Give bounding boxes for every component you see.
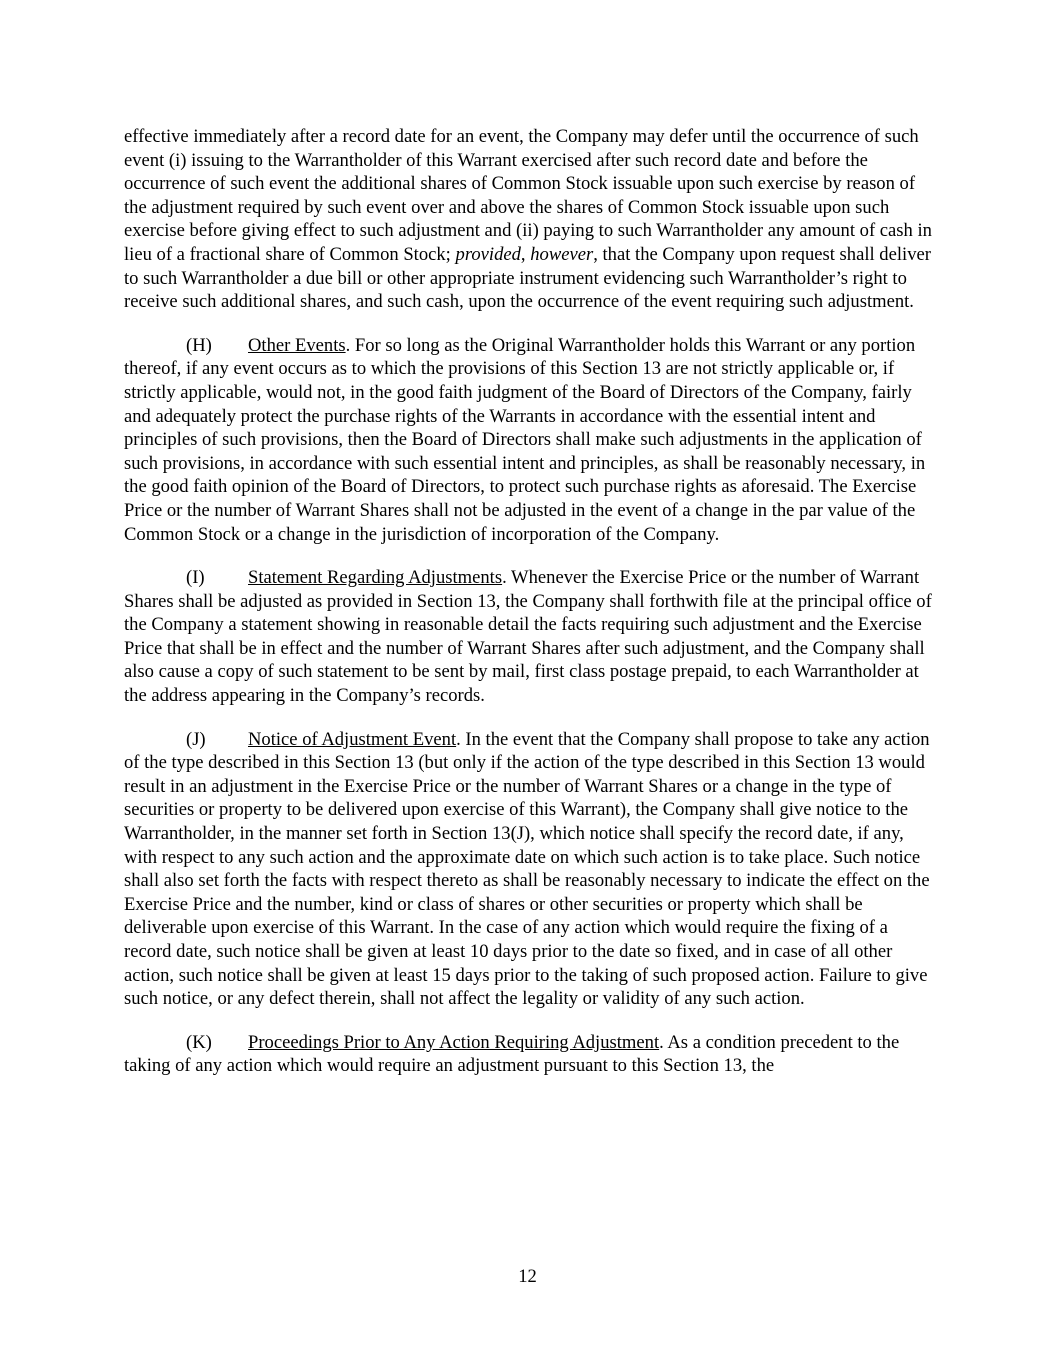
paragraph-i-marker: (I) <box>186 567 205 589</box>
paragraph-k-heading: Proceedings Prior to Any Action Requiring Adjustment <box>248 1031 660 1053</box>
page-number: 12 <box>518 1266 537 1287</box>
paragraph-h <box>124 334 934 546</box>
paragraph-h-heading: Other Events <box>248 334 346 356</box>
paragraph-i <box>124 566 934 708</box>
paragraph-h-marker: (H) <box>186 334 212 356</box>
paragraph-continued-text-after: , that the Company upon request shall deliver to such Warrantholder a due bill or other appropriate instrument evidencing such Warrantholder’s right to receive such additional shares, and such cash, upon the occurrence of the event requiring such adjustment. <box>124 243 931 313</box>
paragraph-j-text: . In the event that the Company shall propose to take any action of the type described in this Section 13 (but only if the action of the type described in this Section 13 would result in an adjustment in the Exercise Price or the number of Warrant Shares or a change in the type of securities or property to be delivered upon exercise of this Warrant), the Company shall give notice to the Warrantholder, in the manner set forth in Section 13(J), which notice shall specify the record date, if any, with respect to any such action and the approximate date on which such action is to take place. Such notice shall also set forth the facts with respect thereto as shall be reasonably necessary to indicate the effect on the Exercise Price and the number, kind or class of shares or other securities or property which shall be deliverable upon exercise of this Warrant. In the case of any action which would require the fixing of a record date, such notice shall be given at least 10 days prior to the date so fixed, and in case of all other action, such notice shall be given at least 15 days prior to the taking of such proposed action. Failure to give such notice, or any defect therein, shall not affect the legality or validity of any such action. <box>124 728 930 1010</box>
comma-separator: , <box>520 243 531 265</box>
italic-provided: provided <box>455 243 521 265</box>
paragraph-k <box>124 1031 934 1078</box>
paragraph-continued <box>124 125 934 314</box>
paragraph-k-text: . As a condition precedent to the taking of any action which would require an adjustment pursuant to this Section 13, the <box>124 1031 900 1077</box>
paragraph-j-heading: Notice of Adjustment Event <box>248 728 457 750</box>
paragraph-i-heading: Statement Regarding Adjustments <box>248 567 503 589</box>
paragraph-k-marker: (K) <box>186 1031 212 1053</box>
paragraph-j <box>124 728 934 1011</box>
paragraph-i-text: . Whenever the Exercise Price or the number of Warrant Shares shall be adjusted as provided in Section 13, the Company shall forthwith file at the principal office of the Company a statement showing in reasonable detail the facts requiring such adjustment and the Exercise Price that shall be in effect and the number of Warrant Shares after such adjustment, and the Company shall also cause a copy of such statement to be sent by mail, first class postage prepaid, to each Warrantholder at the address appearing in the Company’s records. <box>124 567 932 707</box>
paragraph-j-marker: (J) <box>186 728 206 750</box>
italic-however: however <box>530 243 594 265</box>
document-body <box>124 125 934 1098</box>
paragraph-continued-text-before: effective immediately after a record date for an event, the Company may defer until the occurrence of such event (i) issuing to the Warrantholder of this Warrant exercised after such record date and before the occurrence of such event the additional shares of Common Stock issuable upon such exercise by reason of the adjustment required by such event over and above the shares of Common Stock issuable upon such exercise before giving effect to such adjustment and (ii) paying to such Warrantholder any amount of cash in lieu of a fractional share of Common Stock; <box>124 126 932 265</box>
paragraph-h-text: . For so long as the Original Warrantholder holds this Warrant or any portion thereof, if any event occurs as to which the provisions of this Section 13 are not strictly applicable or, if strictly applicable, would not, in the good faith judgment of the Board of Directors of the Company, fairly and adequately protect the purchase rights of the Warrants in accordance with the essential intent and principles of such provisions, then the Board of Directors shall make such adjustments in the application of such provisions, in accordance with such essential intent and principles, as shall be reasonably necessary, in the good faith opinion of the Board of Directors, to protect such purchase rights as aforesaid. The Exercise Price or the number of Warrant Shares shall not be adjusted in the event of a change in the par value of the Common Stock or a change in the jurisdiction of incorporation of the Company. <box>124 334 926 545</box>
